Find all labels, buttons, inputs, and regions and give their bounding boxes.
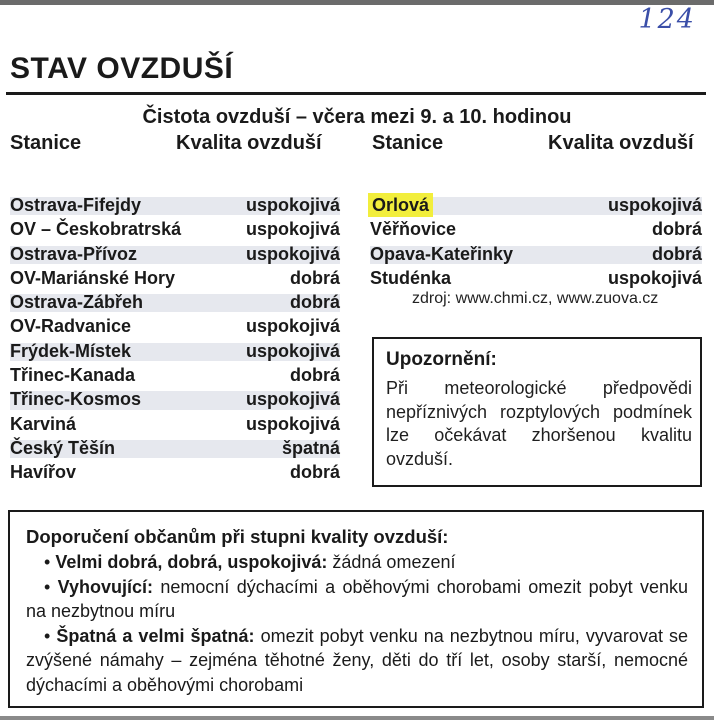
station-row [370,266,702,290]
station-row [10,266,340,290]
station-row [10,436,340,460]
station-quality: dobrá [289,462,340,483]
station-quality: uspokojivá [245,195,340,215]
top-border [0,0,714,5]
station-row [10,339,340,363]
station-name: OV-Radvanice [10,316,132,337]
station-row [10,290,340,314]
station-name: Ostrava-Přívoz [10,243,138,264]
left-station-table [10,193,340,485]
station-name: Věřňovice [370,219,457,240]
station-quality: uspokojivá [245,243,340,264]
station-quality: dobrá [651,243,702,264]
station-name: Ostrava-Zábřeh [10,292,144,313]
handwritten-page-number: 124 [638,4,696,35]
advice-item: • Velmi dobrá, dobrá, uspokojivá: žádná omezení [44,552,456,572]
station-row [10,412,340,436]
advice-item-label: Velmi dobrá, dobrá, uspokojivá: [55,552,328,572]
station-row [10,314,340,338]
station-row [370,242,702,266]
advice-title: Doporučení občanům při stupni kvality ovzduší: [26,526,449,547]
right-station-header: Stanice [372,132,444,154]
station-name: Ostrava-Fifejdy [10,195,142,215]
advice-item: • Špatná a velmi špatná: omezit pobyt venku na nezbytnou míru, vyvarovat se zvýšené námahy – zejména těhotné ženy, děti do tří let, osoby starší, nemocné dýchacími a oběhovými chorobami [26,625,688,695]
station-name: OV-Mariánské Hory [10,267,176,288]
station-quality: dobrá [651,219,702,240]
right-quality-header: Kvalita ovzduší [548,132,694,154]
station-row [370,217,702,241]
station-name: Studénka [370,267,452,288]
table-subtitle: Čistota ovzduší – včera mezi 9. a 10. hodinou [142,106,572,128]
station-quality: dobrá [289,365,340,386]
source-note: zdroj: www.chmi.cz, www.zuova.cz [412,290,659,307]
advice-item-text: omezit pobyt venku na nezbytnou míru, vyvarovat se zvýšené námahy – zejména těhotné ženy, děti do tří let, osoby starší, nemocné dýchacími a oběhovými chorobami [26,625,688,695]
bottom-border [0,716,714,720]
station-row [10,387,340,411]
station-name: Opava-Kateřinky [370,243,514,264]
station-quality: dobrá [289,267,340,288]
notice-box [372,337,702,487]
station-name: Orlová [368,193,433,217]
left-quality-header: Kvalita ovzduší [176,132,322,154]
station-quality: uspokojivá [607,267,702,288]
station-quality: uspokojivá [607,195,702,215]
station-row [10,193,340,217]
station-name: Frýdek-Místek [10,340,132,361]
station-quality: dobrá [289,292,340,313]
station-row [10,363,340,387]
title-divider [6,92,706,95]
station-name: Karviná [10,413,77,434]
station-name: Třinec-Kanada [10,365,136,386]
notice-text: Při meteorologické předpovědi nepříznivých rozptylových podmínek lze očekávat zhoršenou kvalitu ovzduší. [386,378,692,469]
station-row [10,460,340,484]
advice-item-text: žádná omezení [332,552,456,572]
left-station-header: Stanice [10,132,82,154]
advice-item-label: Špatná a velmi špatná: [56,625,255,646]
station-quality: uspokojivá [245,389,340,410]
station-quality: uspokojivá [245,219,340,240]
advice-list [26,550,688,697]
station-row [370,193,702,217]
station-row [10,242,340,266]
station-name: Český Těšín [10,437,116,458]
notice-title: Upozornění: [386,349,497,370]
advice-item: • Vyhovující: nemocní dýchacími a oběhovými chorobami omezit pobyt venku na nezbytnou míru [26,576,688,621]
page-title: STAV OVZDUŠÍ [10,52,234,85]
station-name: Třinec-Kosmos [10,389,142,410]
station-quality: špatná [281,437,340,458]
station-quality: uspokojivá [245,316,340,337]
station-row [10,217,340,241]
station-name: OV – Českobratrská [10,219,182,240]
station-name: Havířov [10,462,77,483]
advice-item-label: Vyhovující: [57,576,154,597]
station-quality: uspokojivá [245,413,340,434]
advice-item-text: nemocní dýchacími a oběhovými chorobami omezit pobyt venku na nezbytnou míru [26,576,688,621]
station-quality: uspokojivá [245,340,340,361]
right-station-table [370,193,702,290]
advice-box [8,510,704,708]
